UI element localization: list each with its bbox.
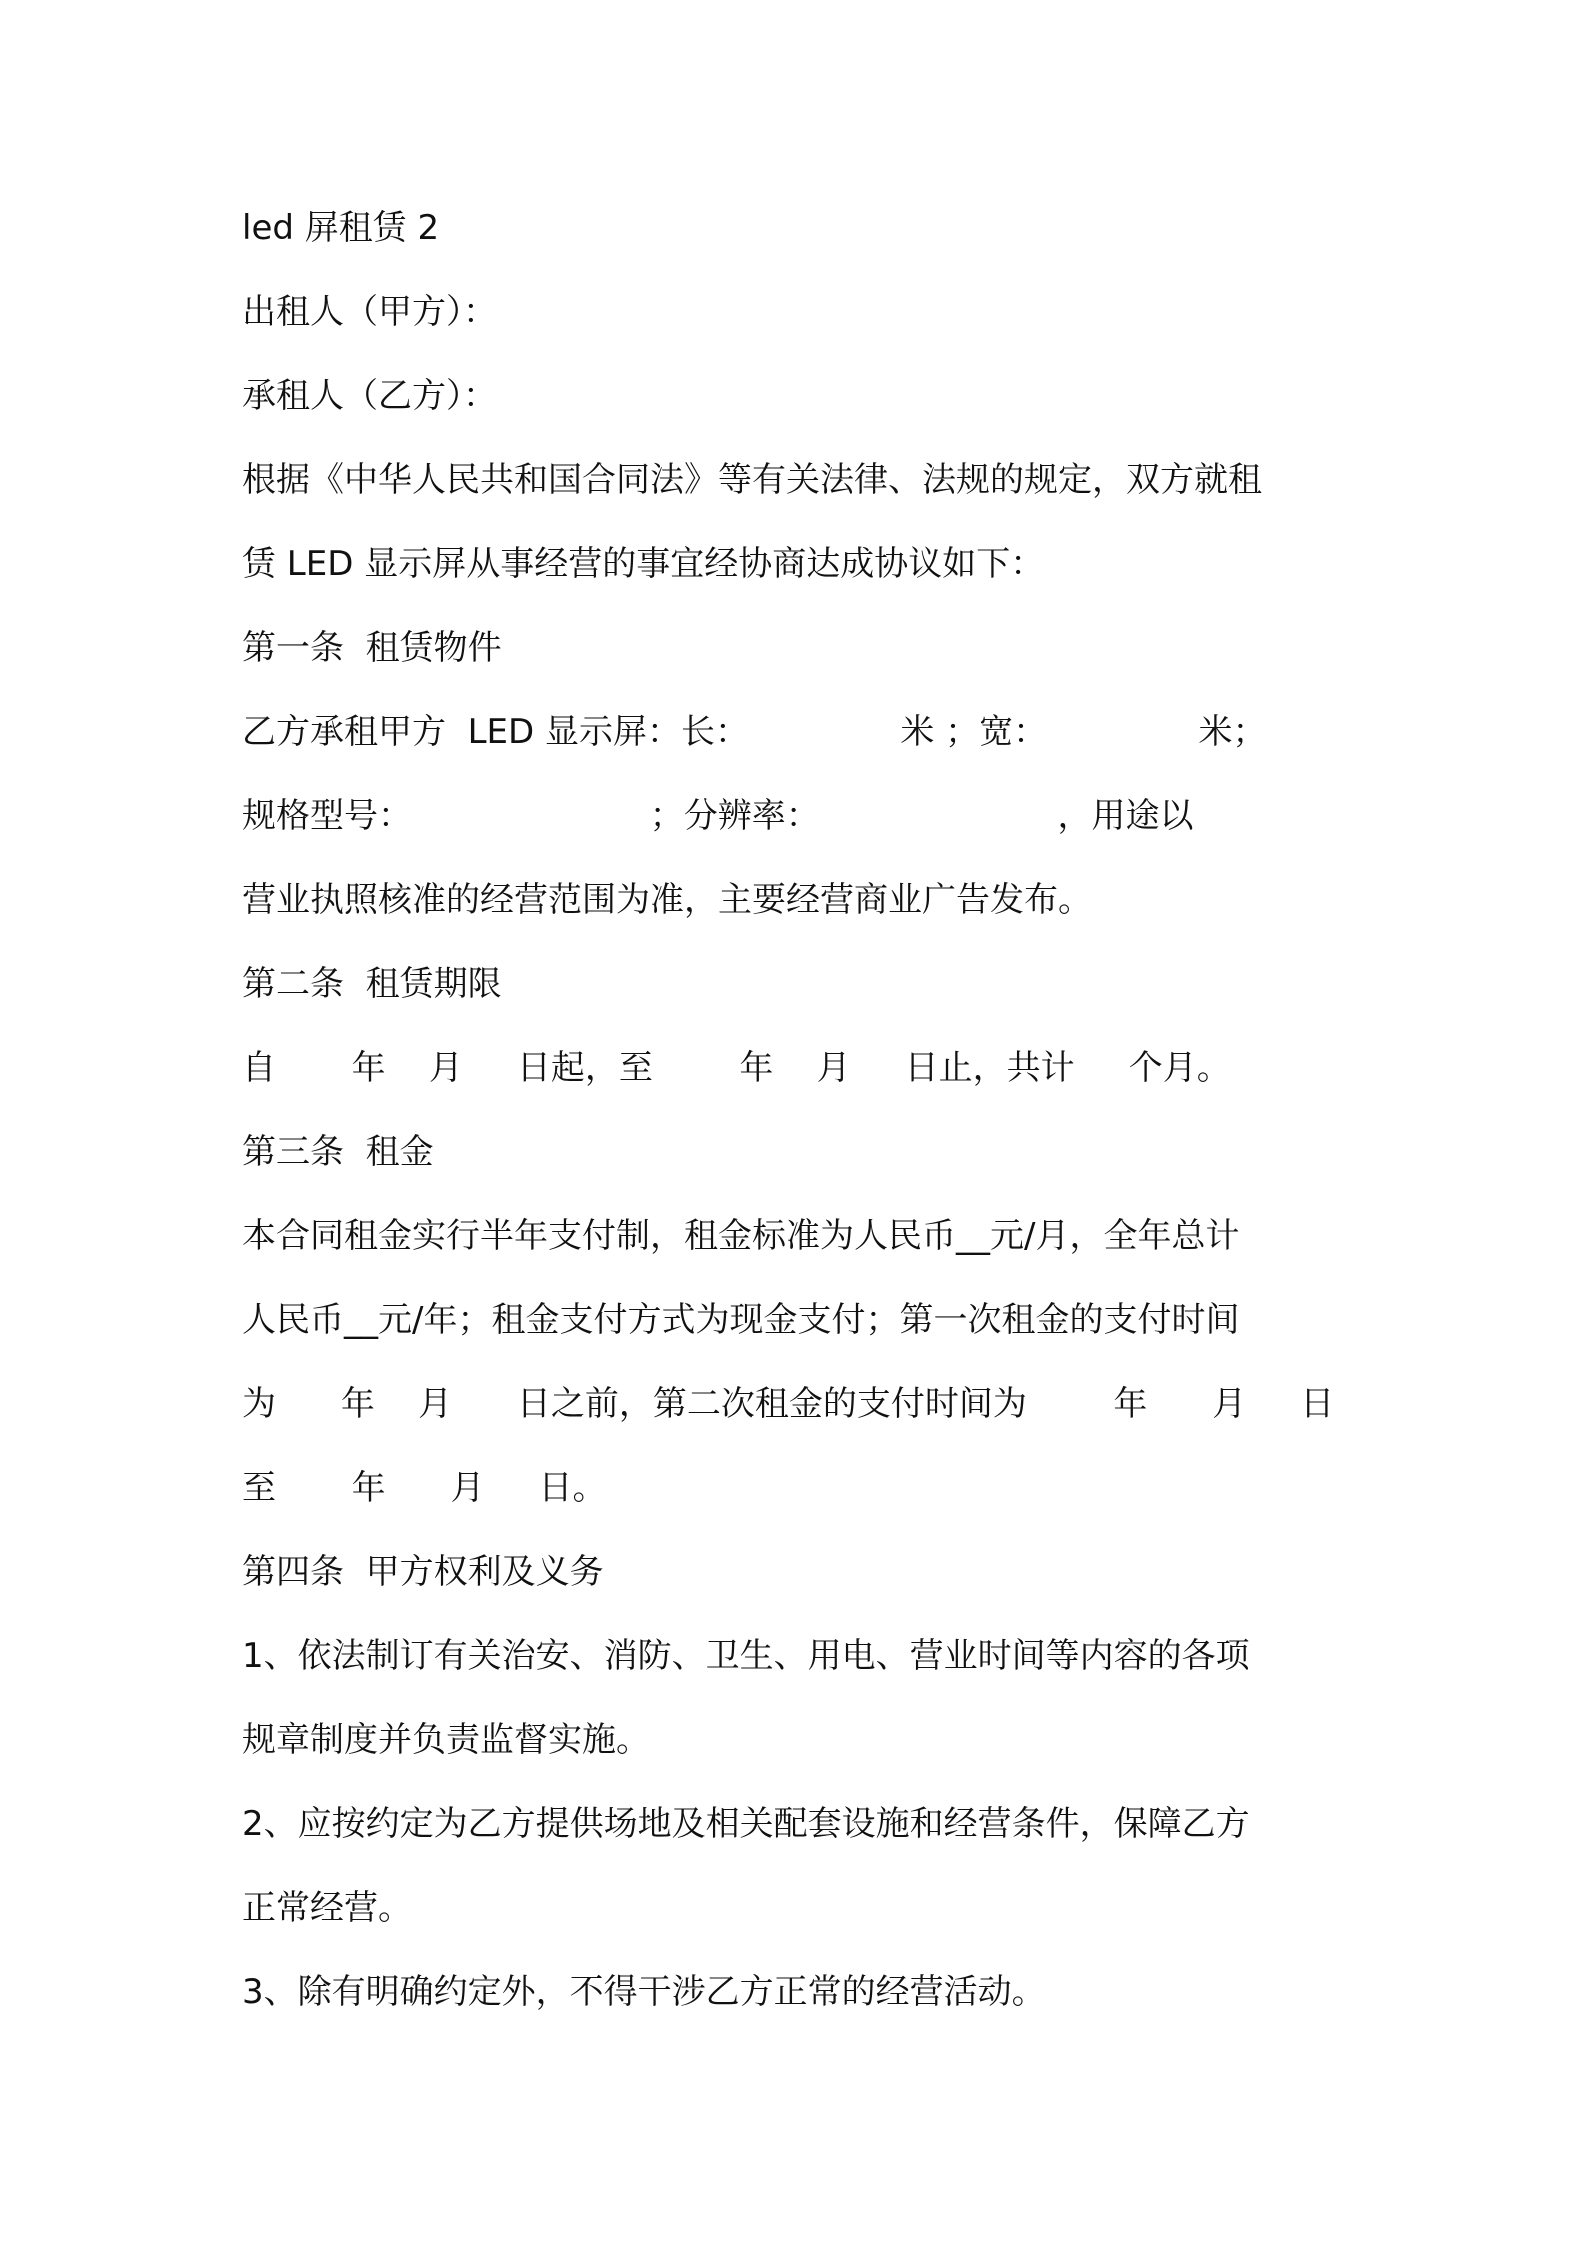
article-4-item-3-line-1: 3、除有明确约定外，不得干涉乙方正常的经营活动。 xyxy=(242,1972,1046,2012)
article-1-line-2: 规格型号： ；分辨率： ，用途以 xyxy=(242,796,1194,836)
article-3-heading: 第三条 租金 xyxy=(242,1132,434,1172)
article-3-line-2: 人民币__元/年；租金支付方式为现金支付；第一次租金的支付时间 xyxy=(242,1300,1240,1340)
article-4-item-1-line-1: 1、依法制订有关治安、消防、卫生、用电、营业时间等内容的各项 xyxy=(242,1636,1250,1676)
lessee-line: 承租人（乙方）： xyxy=(242,376,497,416)
preamble-line-1: 根据《中华人民共和国合同法》等有关法律、法规的规定，双方就租 xyxy=(242,460,1262,500)
article-1-line-1: 乙方承租甲方 LED 显示屏：长： 米 ；宽： 米； xyxy=(242,712,1267,752)
article-4-item-2-line-1: 2、应按约定为乙方提供场地及相关配套设施和经营条件，保障乙方 xyxy=(242,1804,1250,1844)
article-4-item-1-line-2: 规章制度并负责监督实施。 xyxy=(242,1720,650,1760)
article-1-line-3: 营业执照核准的经营范围为准，主要经营商业广告发布。 xyxy=(242,880,1092,920)
article-1-heading: 第一条 租赁物件 xyxy=(242,628,502,668)
preamble-line-2: 赁 LED 显示屏从事经营的事宜经协商达成协议如下： xyxy=(242,544,1045,584)
article-3-line-3: 为 年 月 日之前，第二次租金的支付时间为 年 月 日 xyxy=(242,1384,1335,1424)
article-3-line-4: 至 年 月 日。 xyxy=(242,1468,607,1508)
document-title: led 屏租赁 2 xyxy=(242,208,440,248)
article-4-heading: 第四条 甲方权利及义务 xyxy=(242,1552,604,1592)
article-4-item-2-line-2: 正常经营。 xyxy=(242,1888,412,1928)
article-2-line-1: 自 年 月 日起，至 年 月 日止，共计 个月。 xyxy=(242,1048,1231,1088)
article-2-heading: 第二条 租赁期限 xyxy=(242,964,502,1004)
article-3-line-1: 本合同租金实行半年支付制，租金标准为人民币__元/月，全年总计 xyxy=(242,1216,1240,1256)
lessor-line: 出租人（甲方）： xyxy=(242,292,497,332)
